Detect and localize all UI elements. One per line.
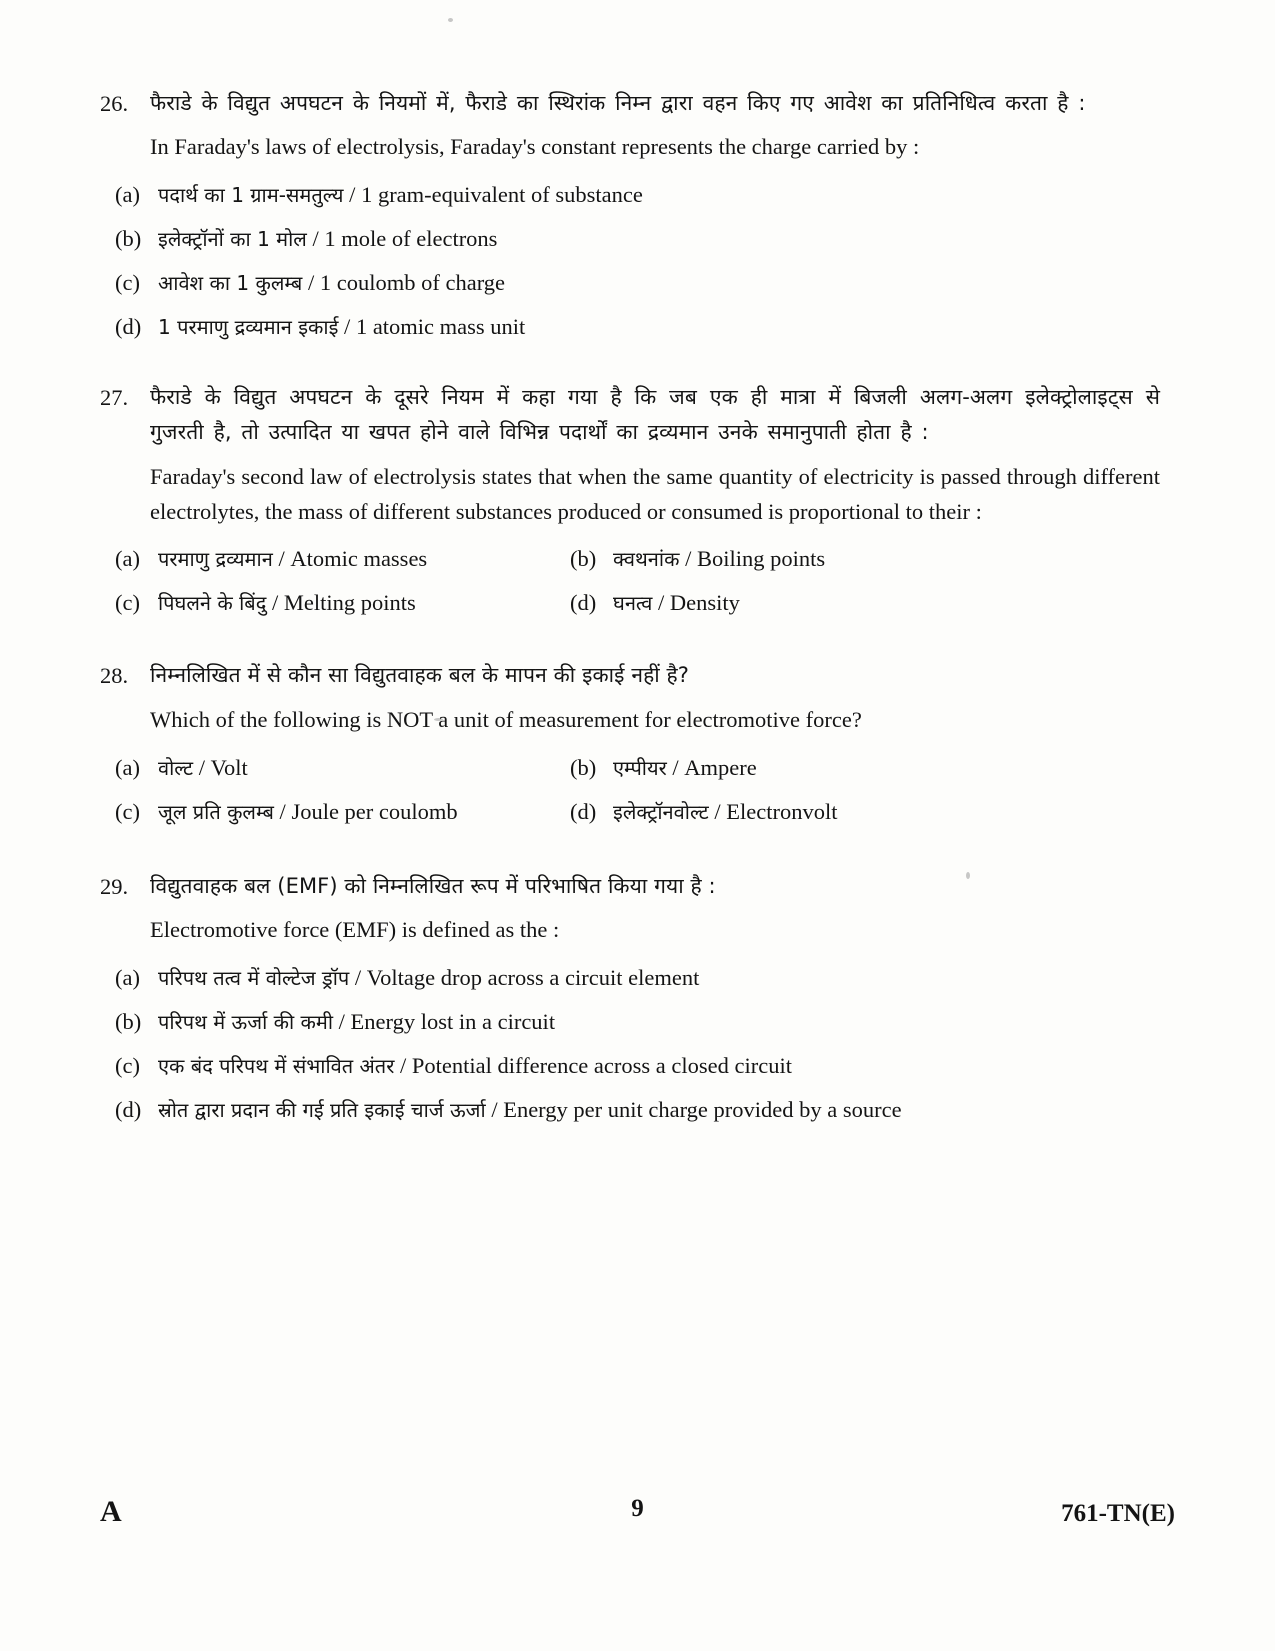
option-c[interactable] <box>100 269 1160 296</box>
option-c[interactable] <box>100 798 555 825</box>
question-number: 27. <box>100 385 129 411</box>
option-text-hindi: स्रोत द्वारा प्रदान की गई प्रति इकाई चार्ज ऊर्जा <box>158 1097 486 1122</box>
page-footer <box>100 1495 1175 1529</box>
option-c[interactable] <box>100 1052 1160 1079</box>
question-text-hindi: फैराडे के विद्युत अपघटन के नियमों में, फैराडे का स्थिरांक निम्न द्वारा वहन किए गए आवेश का प्रतिनिधित्व करता है : <box>150 91 1086 115</box>
option-label: (c) <box>115 590 140 616</box>
option-label: (d) <box>115 314 142 340</box>
option-text-hindi: वोल्ट <box>158 755 194 780</box>
option-b[interactable] <box>100 1008 1160 1035</box>
option-label: (c) <box>115 270 140 296</box>
question-26 <box>100 86 1160 340</box>
option-text-english: 1 coulomb of charge <box>319 270 506 296</box>
option-label: (c) <box>115 798 140 824</box>
option-text: पिघलने के बिंदु / Melting points <box>158 590 416 616</box>
question-text-hindi: विद्युतवाहक बल (EMF) को निम्नलिखित रूप में परिभाषित किया गया है : <box>150 873 716 898</box>
question-text-hindi: फैराडे के विद्युत अपघटन के दूसरे नियम में कहा गया है कि जब एक ही मात्रा में बिजली अलग-अलग इलेक्ट्रोलाइट्स से गुजरती है, तो उत्पादित या खपत होने वाले विभिन्न पदार्थों का द्रव्यमान उनके समानुपाती होता है : <box>150 385 1160 445</box>
option-text-english: Density <box>669 590 740 616</box>
option-text: वोल्ट / Volt <box>158 754 248 780</box>
option-text: एक बंद परिपथ में संभावित अंतर / Potential difference across a closed circuit <box>158 1052 792 1078</box>
option-text-hindi: जूल प्रति कुलम्ब <box>158 799 274 824</box>
option-text: स्रोत द्वारा प्रदान की गई प्रति इकाई चार्ज ऊर्जा / Energy per unit charge provided by a source <box>158 1096 902 1122</box>
question-number: 29. <box>100 873 129 899</box>
option-text: एम्पीयर / Ampere <box>613 754 757 780</box>
option-label: (b) <box>115 1008 142 1034</box>
option-list <box>100 545 1160 616</box>
option-label: (a) <box>115 182 140 208</box>
option-text: जूल प्रति कुलम्ब / Joule per coulomb <box>158 798 458 824</box>
option-text-english: Electronvolt <box>726 798 838 824</box>
question-text-english: Electromotive force (EMF) is defined as the : <box>150 916 560 942</box>
option-text-english: Atomic masses <box>290 546 428 572</box>
option-b[interactable] <box>555 754 1160 781</box>
question-text-english: Which of the following is NOT a unit of measurement for electromotive force? <box>150 706 862 732</box>
option-label: (b) <box>115 226 142 252</box>
option-text-english: Melting points <box>283 590 416 616</box>
option-b[interactable] <box>100 225 1160 252</box>
option-d[interactable] <box>555 589 1160 616</box>
option-text-hindi: क्वथनांक <box>613 547 680 572</box>
option-label: (c) <box>115 1052 140 1078</box>
option-list <box>100 964 1160 1123</box>
option-text: परिपथ तत्व में वोल्टेज ड्रॉप / Voltage drop across a circuit element <box>158 964 700 990</box>
option-text: इलेक्ट्रॉनों का 1 मोल / 1 mole of electrons <box>158 226 498 252</box>
option-label: (b) <box>570 754 597 780</box>
option-text-english: Joule per coulomb <box>291 798 458 824</box>
option-d[interactable] <box>100 1096 1160 1123</box>
option-text-hindi: परिपथ तत्व में वोल्टेज ड्रॉप <box>158 965 350 990</box>
option-a[interactable] <box>100 754 555 781</box>
option-label: (d) <box>570 590 597 616</box>
option-text: 1 परमाणु द्रव्यमान इकाई / 1 atomic mass unit <box>158 314 526 340</box>
question-list <box>100 86 1160 1153</box>
option-text: घनत्व / Density <box>613 590 740 616</box>
option-d[interactable] <box>100 313 1160 340</box>
option-text-english: 1 atomic mass unit <box>355 314 526 340</box>
option-text: आवेश का 1 कुलम्ब / 1 coulomb of charge <box>158 270 506 296</box>
option-a[interactable] <box>100 181 1160 208</box>
option-label: (a) <box>115 754 140 780</box>
question-number: 28. <box>100 663 129 689</box>
option-text-hindi: पिघलने के बिंदु <box>158 591 267 616</box>
booklet-series: A <box>100 1495 122 1528</box>
option-label: (a) <box>115 964 140 990</box>
option-text-hindi: परिपथ में ऊर्जा की कमी <box>158 1009 334 1034</box>
question-27 <box>100 380 1160 616</box>
option-label: (a) <box>115 546 140 572</box>
option-text-hindi: एक बंद परिपथ में संभावित अंतर <box>158 1053 395 1078</box>
option-text: इलेक्ट्रॉनवोल्ट / Electronvolt <box>613 798 838 824</box>
page-number: 9 <box>631 1495 644 1522</box>
option-list <box>100 754 1160 825</box>
question-text-hindi: निम्नलिखित में से कौन सा विद्युतवाहक बल के मापन की इकाई नहीं है? <box>150 663 690 688</box>
option-text-hindi: परमाणु द्रव्यमान <box>158 547 273 572</box>
option-text: पदार्थ का 1 ग्राम-समतुल्य / 1 gram-equivalent of substance <box>158 182 643 208</box>
option-list <box>100 181 1160 340</box>
option-text: परमाणु द्रव्यमान / Atomic masses <box>158 546 428 572</box>
option-text-english: Voltage drop across a circuit element <box>366 964 700 990</box>
option-a[interactable] <box>100 545 555 572</box>
option-text-hindi: पदार्थ का 1 ग्राम-समतुल्य <box>158 183 344 208</box>
scan-speck <box>448 18 453 22</box>
option-text-hindi: आवेश का 1 कुलम्ब <box>158 271 303 296</box>
option-text-english: 1 gram-equivalent of substance <box>361 182 643 208</box>
option-text-english: 1 mole of electrons <box>324 226 498 252</box>
option-text: क्वथनांक / Boiling points <box>613 546 826 572</box>
option-b[interactable] <box>555 545 1160 572</box>
option-text-hindi: एम्पीयर <box>613 755 667 780</box>
option-c[interactable] <box>100 589 555 616</box>
option-text-english: Volt <box>210 754 248 780</box>
question-text-english: In Faraday's laws of electrolysis, Faraday's constant represents the charge carried by : <box>150 134 920 160</box>
option-label: (d) <box>570 798 597 824</box>
option-label: (d) <box>115 1096 142 1122</box>
option-text-english: Energy lost in a circuit <box>350 1008 556 1034</box>
option-text-english: Boiling points <box>696 546 826 572</box>
question-29 <box>100 869 1160 1123</box>
question-number: 26. <box>100 91 129 116</box>
question-text-english: Faraday's second law of electrolysis states that when the same quantity of electricity is passed through different electrolytes, the mass of different substances produced or consumed is proportional to their : <box>150 463 1160 524</box>
option-text-hindi: 1 परमाणु द्रव्यमान इकाई <box>158 315 339 340</box>
paper-code: 761-TN(E) <box>1061 1500 1175 1527</box>
option-text-hindi: घनत्व <box>613 591 653 616</box>
option-a[interactable] <box>100 964 1160 991</box>
option-text-hindi: इलेक्ट्रॉनवोल्ट <box>613 799 709 824</box>
option-text: परिपथ में ऊर्जा की कमी / Energy lost in a circuit <box>158 1008 556 1034</box>
option-text-english: Potential difference across a closed circuit <box>411 1052 792 1078</box>
option-text-hindi: इलेक्ट्रॉनों का 1 मोल <box>158 227 307 252</box>
option-label: (b) <box>570 546 597 572</box>
option-d[interactable] <box>555 798 1160 825</box>
option-text-english: Ampere <box>684 754 757 780</box>
question-28 <box>100 658 1160 824</box>
option-text-english: Energy per unit charge provided by a source <box>503 1096 902 1122</box>
